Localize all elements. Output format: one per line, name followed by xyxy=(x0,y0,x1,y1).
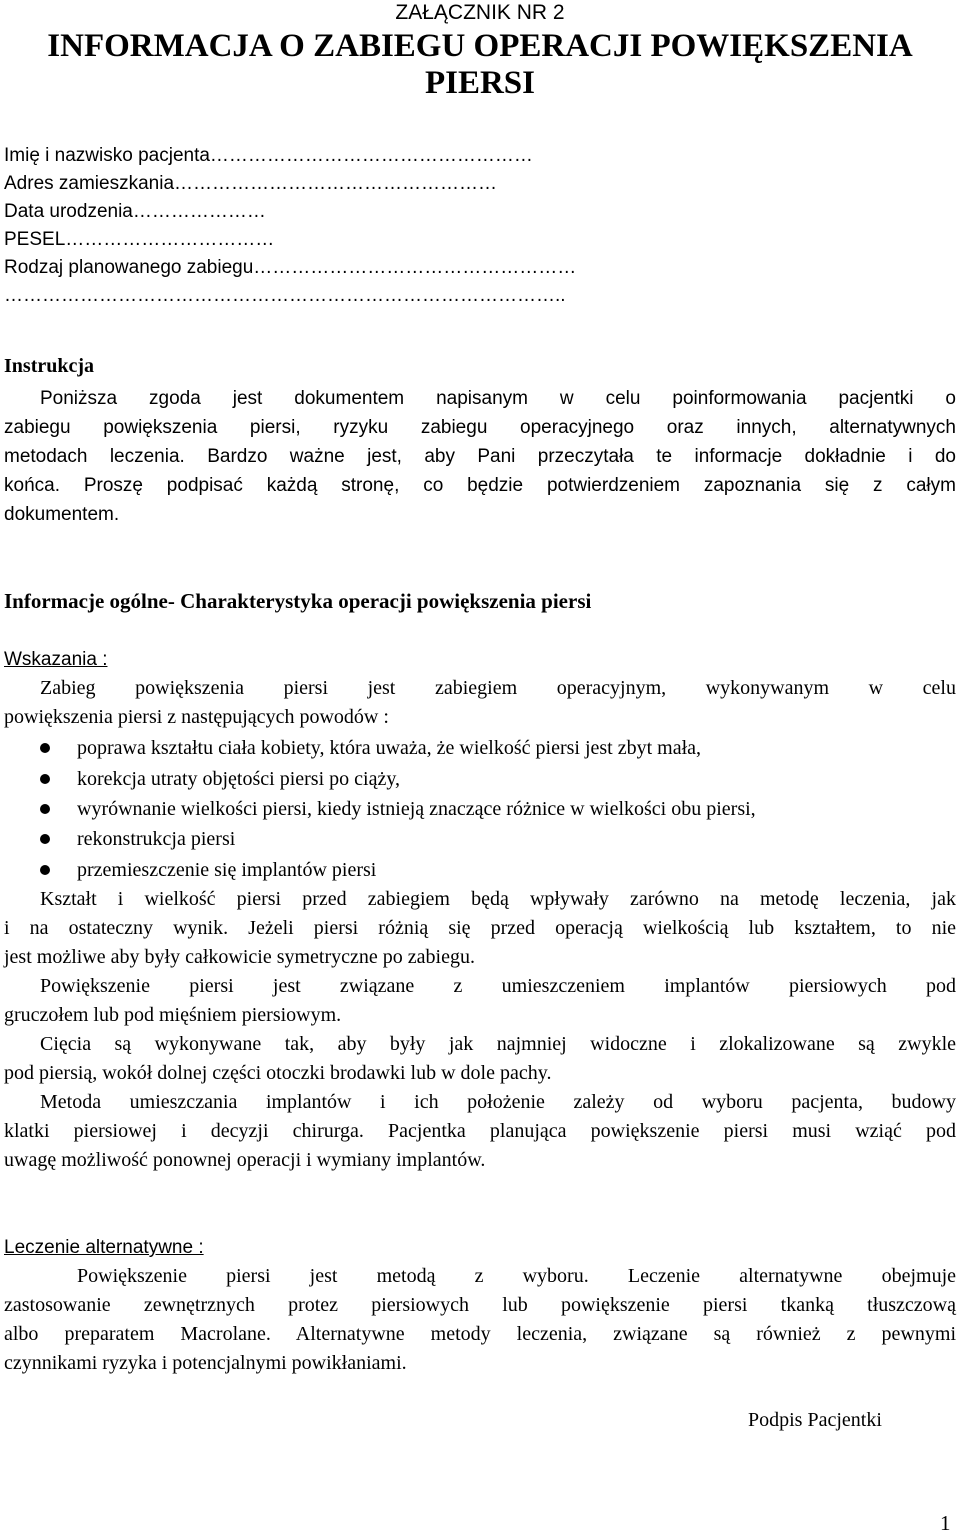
list-item: wyrównanie wielkości piersi, kiedy istnieją znaczące różnice w wielkości obu piersi, xyxy=(77,798,756,820)
list-item: przemieszczenie się implantów piersi xyxy=(77,859,377,881)
paragraph-line: jest możliwe aby były całkowicie symetryczne po zabiegu. xyxy=(4,946,475,968)
paragraph-line: Cięcia są wykonywane tak, aby były jak najmniej widoczne i zlokalizowane są zwykle xyxy=(40,1033,956,1055)
paragraph-line: i na ostateczny wynik. Jeżeli piersi różnią się przed operacją wielkością lub kształtem, to nie xyxy=(4,917,956,939)
alternative-line: czynnikami ryzyka i potencjalnymi powikłaniami. xyxy=(4,1352,407,1374)
alternative-line: Powiększenie piersi jest metodą z wyboru. Leczenie alternatywne obejmuje xyxy=(77,1265,956,1287)
instruction-line: metodach leczenia. Bardzo ważne jest, aby Pani przeczytała te informacje dokładnie i do xyxy=(4,446,956,467)
paragraph-line: Powiększenie piersi jest związane z umieszczeniem implantów piersiowych pod xyxy=(40,975,956,997)
paragraph-line: gruczołem lub pod mięśniem piersiowym. xyxy=(4,1004,342,1026)
indications-label: Wskazania : xyxy=(4,649,108,670)
bullet-icon xyxy=(40,774,50,784)
alternative-treatment-label: Leczenie alternatywne : xyxy=(4,1237,204,1258)
paragraph-line: Metoda umieszczania implantów i ich położenie zależy od wyboru pacjenta, budowy xyxy=(40,1091,956,1113)
instruction-line: końca. Proszę podpisać każdą stronę, co będzie potwierdzeniem zapoznania się z całym xyxy=(4,475,956,496)
bullet-icon xyxy=(40,804,50,814)
procedure-field-continuation: …………………………………………………………………………….. xyxy=(4,285,566,306)
paragraph-line: pod piersią, wokół dolnej części otoczki brodawki lub w dole pachy. xyxy=(4,1062,552,1084)
alternative-line: albo preparatem Macrolane. Alternatywne metody leczenia, związane są również z pewnymi xyxy=(4,1323,956,1345)
pesel-field: PESEL…………………………… xyxy=(4,229,275,250)
patient-name-field: Imię i nazwisko pacjenta…………………………………………… xyxy=(4,145,533,166)
instruction-line: zabiegu powiększenia piersi, ryzyku zabiegu operacyjnego oraz innych, alternatywnych xyxy=(4,417,956,438)
paragraph-line: klatki piersiowej i decyzji chirurga. Pacjentka planująca powiększenie piersi musi wziąć pod xyxy=(4,1120,956,1142)
list-item: rekonstrukcja piersi xyxy=(77,828,236,850)
annex-label: ZAŁĄCZNIK NR 2 xyxy=(395,1,565,24)
bullet-icon xyxy=(40,834,50,844)
procedure-field: Rodzaj planowanego zabiegu…………………………………………… xyxy=(4,257,577,278)
document-title-line1: INFORMACJA O ZABIEGU OPERACJI POWIĘKSZENIA xyxy=(47,28,913,64)
alternative-line: zastosowanie zewnętrznych protez piersiowych lub powiększenie piersi tkanką tłuszczową xyxy=(4,1294,956,1316)
list-item: poprawa kształtu ciała kobiety, która uważa, że wielkość piersi jest zbyt mała, xyxy=(77,737,702,759)
general-info-heading: Informacje ogólne- Charakterystyka operacji powiększenia piersi xyxy=(4,589,592,613)
indications-intro-line: powiększenia piersi z następujących powodów : xyxy=(4,706,389,728)
birth-date-field: Data urodzenia………………… xyxy=(4,201,266,222)
paragraph-line: uwagę możliwość ponownej operacji i wymiany implantów. xyxy=(4,1149,486,1171)
page-number: 1 xyxy=(940,1511,951,1535)
instruction-line: Poniższa zgoda jest dokumentem napisanym w celu poinformowania pacjentki o xyxy=(40,388,956,409)
indications-intro-line: Zabieg powiększenia piersi jest zabiegiem operacyjnym, wykonywanym w celu xyxy=(40,677,956,699)
instruction-line: dokumentem. xyxy=(4,504,120,525)
document-title-line2: PIERSI xyxy=(424,65,536,101)
instruction-heading: Instrukcja xyxy=(4,355,95,377)
bullet-icon xyxy=(40,865,50,875)
signature-label: Podpis Pacjentki xyxy=(748,1409,882,1431)
paragraph-line: Kształt i wielkość piersi przed zabiegiem będą wpływały zarówno na metodę leczenia, jak xyxy=(40,888,956,910)
bullet-icon xyxy=(40,743,50,753)
patient-address-field: Adres zamieszkania…………………………………………… xyxy=(4,173,498,194)
list-item: korekcja utraty objętości piersi po ciąży, xyxy=(77,768,401,790)
